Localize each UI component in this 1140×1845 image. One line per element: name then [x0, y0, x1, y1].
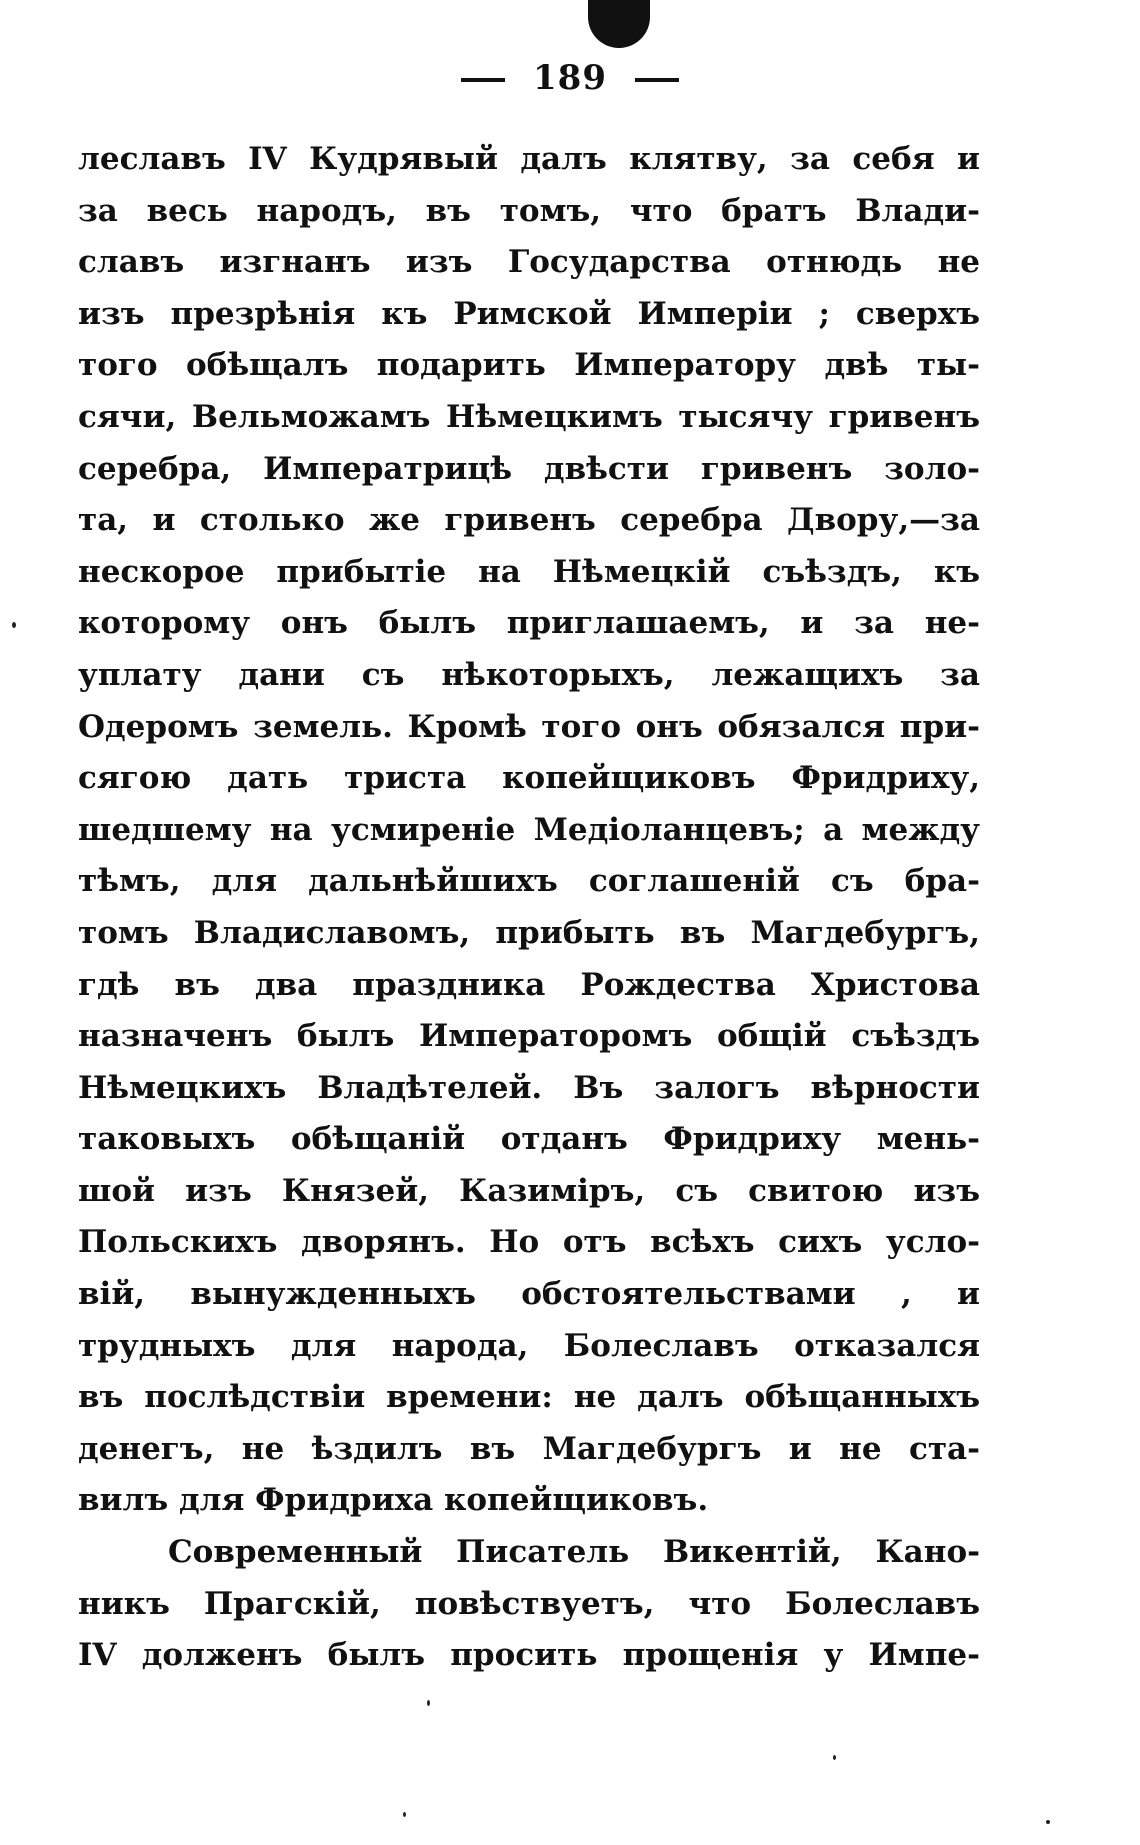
body-text	[78, 134, 980, 1682]
text-line: Польскихъ дворянъ. Но отъ всѣхъ сихъ усло-	[78, 1224, 980, 1261]
text-line: въ послѣдствіи времени: не далъ обѣщанныхъ	[78, 1379, 980, 1416]
header-dash-right	[635, 78, 679, 82]
ink-speck	[833, 1755, 836, 1760]
text-line: Нѣмецкихъ Владѣтелей. Въ залогъ вѣрности	[78, 1069, 980, 1106]
page-number: 189	[533, 58, 607, 98]
text-line: таковыхъ обѣщаній отданъ Фридриху мень-	[78, 1121, 980, 1158]
ink-speck	[427, 1700, 430, 1706]
ink-speck	[12, 622, 16, 628]
ink-speck	[403, 1812, 406, 1817]
text-line: Одеромъ земель. Кромѣ того онъ обязался при-	[78, 708, 980, 745]
text-line: сячи, Вельможамъ Нѣмецкимъ тысячу гривенъ	[78, 398, 980, 435]
ink-blot-mark	[588, 0, 650, 48]
text-line: гдѣ въ два праздника Рождества Христова	[78, 966, 980, 1003]
text-line: изъ презрѣнія къ Римской Имперіи ; сверхъ	[78, 295, 980, 332]
text-line: уплату дани съ нѣкоторыхъ, лежащихъ за	[78, 656, 980, 693]
text-line: тѣмъ, для дальнѣйшихъ соглашеній съ бра-	[78, 863, 980, 900]
text-line: IV долженъ былъ просить прощенія у Импе-	[78, 1637, 980, 1674]
text-line-paragraph-start: Современный Писатель Викентій, Кано-	[168, 1534, 980, 1571]
text-line: никъ Прагскій, повѣствуетъ, что Болеславъ	[78, 1585, 980, 1622]
text-line: сягою дать триста копейщиковъ Фридриху,	[78, 760, 980, 797]
text-line: которому онъ былъ приглашаемъ, и за не-	[78, 605, 980, 642]
page-header	[0, 58, 1140, 98]
text-line: томъ Владиславомъ, прибыть въ Магдебургъ,	[78, 914, 980, 951]
text-line: трудныхъ для народа, Болеславъ отказался	[78, 1327, 980, 1364]
text-line: назначенъ былъ Императоромъ общій съѣздъ	[78, 1018, 980, 1055]
ink-speck	[1046, 1820, 1050, 1824]
text-line: серебра, Императрицѣ двѣсти гривенъ золо-	[78, 450, 980, 487]
text-line: за весь народъ, въ томъ, что братъ Влади-	[78, 192, 980, 229]
text-line: шедшему на усмиреніе Медіоланцевъ; а между	[78, 811, 980, 848]
header-dash-left	[461, 78, 505, 82]
text-line: денегъ, не ѣздилъ въ Магдебургъ и не ста-	[78, 1430, 980, 1467]
text-line: нескорое прибытіе на Нѣмецкій съѣздъ, къ	[78, 553, 980, 590]
text-line: та, и столько же гривенъ серебра Двору,—за	[78, 502, 980, 539]
text-line: шой изъ Князей, Казиміръ, съ свитою изъ	[78, 1172, 980, 1209]
text-line: славъ изгнанъ изъ Государства отнюдь не	[78, 244, 980, 281]
text-line-paragraph-end: вилъ для Фридриха копейщиковъ.	[78, 1482, 709, 1519]
text-line: вій, вынужденныхъ обстоятельствами , и	[78, 1276, 980, 1313]
text-line: того обѣщалъ подарить Императору двѣ ты-	[78, 347, 980, 384]
text-line: леславъ IV Кудрявый далъ клятву, за себя и	[78, 141, 980, 177]
